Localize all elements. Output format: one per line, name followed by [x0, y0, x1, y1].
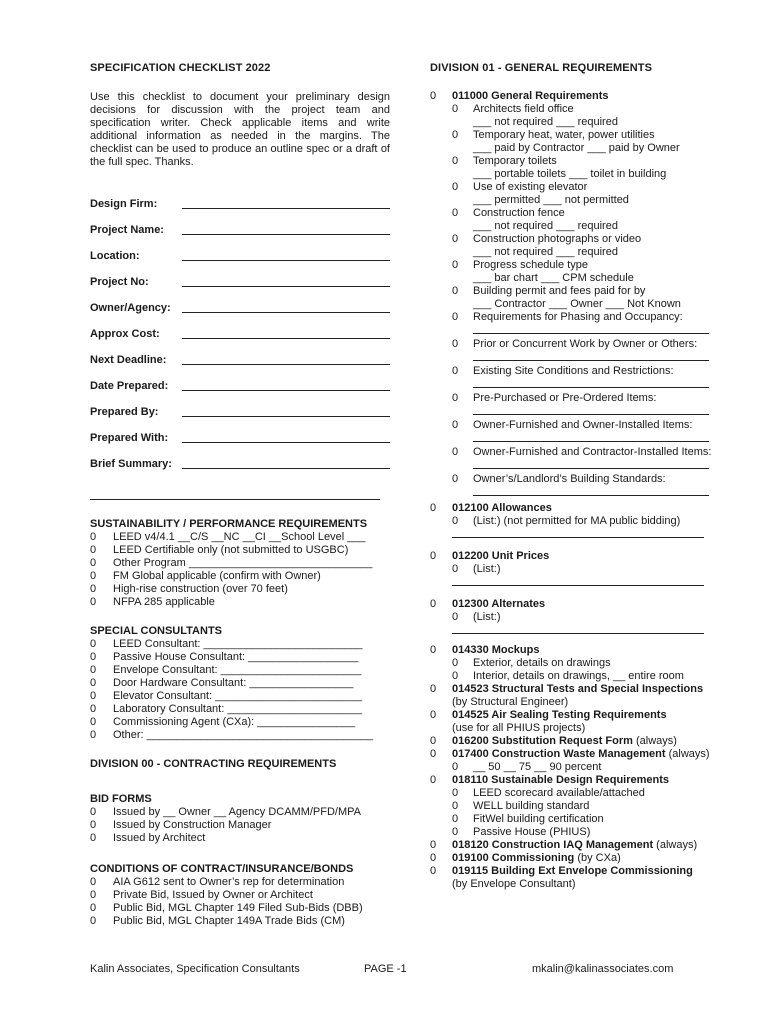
project-info-fields	[90, 185, 390, 500]
list-item[interactable]: 0 Progress schedule type	[452, 259, 588, 271]
section-code: 011000 General Requirements	[452, 90, 609, 102]
consultants-heading: SPECIAL CONSULTANTS	[90, 625, 223, 637]
list-item[interactable]: 0 LEED Certifiable only (not submitted to USGBC)	[90, 544, 349, 556]
conditions-list	[90, 876, 390, 928]
fill-line[interactable]	[182, 432, 390, 443]
list-item[interactable]: 0 Exterior, details on drawings	[452, 657, 611, 669]
fill-line[interactable]	[182, 250, 390, 261]
list-item[interactable]: 0 Temporary toilets	[452, 155, 557, 167]
list-item[interactable]: 0 Interior, details on drawings, __ entire room	[452, 670, 684, 682]
bid-forms-list	[90, 806, 390, 845]
field-prepared-with[interactable]: Prepared With:	[90, 419, 390, 445]
list-item[interactable]: 0 LEED scorecard available/attached	[452, 787, 645, 799]
fill-line[interactable]	[452, 528, 704, 538]
section-012100: 0 012100 Allowances 0 (List:) (not permitted for MA public bidding)	[430, 502, 730, 542]
option-line[interactable]: ___ not required ___ required	[473, 116, 618, 128]
fill-line[interactable]	[452, 624, 704, 634]
list-item[interactable]: 0 __ 50 __ 75 __ 90 percent	[452, 761, 602, 773]
field-approx-cost[interactable]: Approx Cost:	[90, 315, 390, 341]
section-018110: 0 018110 Sustainable Design Requirements 0 LEED scorecard available/attached 0 WELL building standard 0 FitWel building certification 0 Passive House (PHIUS)	[430, 774, 730, 839]
section-012200: 0 012200 Unit Prices 0 (List:)	[430, 550, 730, 590]
division-00-heading: DIVISION 00 - CONTRACTING REQUIREMENTS	[90, 758, 337, 770]
field-owner-agency[interactable]: Owner/Agency:	[90, 289, 390, 315]
option-line[interactable]: ___ Contractor ___ Owner ___ Not Known	[473, 298, 681, 310]
intro-paragraph: Use this checklist to document your preliminary design decisions for discussion with the project team and specification writer. Check applicable items and write additional information as needed in the margins. The checklist can be used to produce an outline spec or a draft of the full spec. Thanks.	[90, 91, 390, 168]
section-014330: 0 014330 Mockups 0 Exterior, details on drawings 0 Interior, details on drawings, __ entire room	[430, 644, 730, 683]
field-design-firm[interactable]: Design Firm:	[90, 185, 390, 211]
field-location[interactable]: Location:	[90, 237, 390, 263]
list-item[interactable]: 0 Door Hardware Consultant: _________________	[90, 677, 354, 689]
bid-forms-heading: BID FORMS	[90, 793, 152, 805]
list-item[interactable]: 0 LEED Consultant: __________________________	[90, 638, 363, 650]
list-item[interactable]: 0 FM Global applicable (confirm with Owner)	[90, 570, 321, 582]
fill-line[interactable]	[182, 458, 390, 469]
list-item[interactable]: 0 Passive House (PHIUS)	[452, 826, 591, 838]
field-brief-summary[interactable]: Brief Summary:	[90, 445, 390, 471]
option-line[interactable]: ___ portable toilets ___ toilet in building	[473, 168, 667, 180]
option-line[interactable]: ___ permitted ___ not permitted	[473, 194, 629, 206]
list-item[interactable]: 0 Elevator Consultant: ________________________	[90, 690, 362, 702]
field-next-deadline[interactable]: Next Deadline:	[90, 341, 390, 367]
list-item[interactable]: 0 Existing Site Conditions and Restrictions:	[452, 365, 674, 377]
option-line[interactable]: ___ paid by Contractor ___ paid by Owner	[473, 142, 680, 154]
fill-line[interactable]	[182, 198, 390, 209]
list-item[interactable]: 0 Prior or Concurrent Work by Owner or Others:	[452, 338, 698, 350]
fill-line[interactable]	[182, 302, 390, 313]
list-item[interactable]: 0 Private Bid, Issued by Owner or Architect	[90, 889, 313, 901]
section-012300: 0 012300 Alternates 0 (List:)	[430, 598, 730, 638]
fill-line[interactable]	[473, 324, 709, 334]
section-019100: 0 019100 Commissioning (by CXa)	[430, 852, 621, 864]
list-item[interactable]: 0 Other: _____________________________________	[90, 729, 373, 741]
list-item[interactable]: 0 WELL building standard	[452, 800, 590, 812]
fill-line[interactable]	[473, 351, 709, 361]
fill-line[interactable]	[473, 432, 709, 442]
list-item[interactable]: 0 High-rise construction (over 70 feet)	[90, 583, 288, 595]
list-item[interactable]: 0 Architects field office	[452, 103, 574, 115]
list-item[interactable]: 0 Pre-Purchased or Pre-Ordered Items:	[452, 392, 657, 404]
section-014523: 0 014523 Structural Tests and Special Inspections (by Structural Engineer)	[430, 683, 704, 708]
list-item[interactable]: 0 Owner’s/Landlord’s Building Standards:	[452, 473, 666, 485]
list-item[interactable]: 0 Issued by __ Owner __ Agency DCAMM/PFD/MPA	[90, 806, 361, 818]
list-item[interactable]: 0 (List:)	[452, 563, 501, 575]
field-prepared-by[interactable]: Prepared By:	[90, 393, 390, 419]
consultants-list	[90, 638, 390, 742]
list-item[interactable]: 0 Passive House Consultant: __________________	[90, 651, 359, 663]
list-item[interactable]: 0 AIA G612 sent to Owner’s rep for determination	[90, 876, 345, 888]
list-item[interactable]: 0 Public Bid, MGL Chapter 149A Trade Bids (CM)	[90, 915, 345, 927]
list-item[interactable]: 0 Building permit and fees paid for by	[452, 285, 646, 297]
sustainability-heading: SUSTAINABILITY / PERFORMANCE REQUIREMENTS	[90, 518, 368, 530]
section-014525: 0 014525 Air Sealing Testing Requirements (use for all PHIUS projects)	[430, 709, 667, 734]
footer-page-number: PAGE -1	[364, 963, 407, 975]
fill-line[interactable]	[182, 354, 390, 365]
division-01-title: DIVISION 01 - GENERAL REQUIREMENTS	[430, 62, 653, 74]
conditions-heading: CONDITIONS OF CONTRACT/INSURANCE/BONDS	[90, 863, 354, 875]
field-date-prepared[interactable]: Date Prepared:	[90, 367, 390, 393]
left-column	[90, 62, 390, 928]
list-item[interactable]: 0 NFPA 285 applicable	[90, 596, 215, 608]
list-item[interactable]: 0 Public Bid, MGL Chapter 149 Filed Sub-Bids (DBB)	[90, 902, 363, 914]
list-item[interactable]: 0 Requirements for Phasing and Occupancy:	[452, 311, 683, 323]
fill-line[interactable]	[182, 406, 390, 417]
list-item[interactable]: 0 Issued by Architect	[90, 832, 206, 844]
option-line[interactable]: ___ bar chart ___ CPM schedule	[473, 272, 634, 284]
list-item[interactable]: 0 Use of existing elevator	[452, 181, 588, 193]
footer-email[interactable]: mkalin@kalinassociates.com	[532, 963, 674, 975]
fill-line[interactable]	[473, 405, 709, 415]
list-item[interactable]: 0 Owner-Furnished and Contractor-Installed Items:	[452, 446, 712, 458]
section-016200: 0 016200 Substitution Request Form (always)	[430, 735, 677, 747]
fill-line[interactable]	[473, 486, 709, 496]
footer-company: Kalin Associates, Specification Consultants	[90, 963, 300, 975]
fill-line[interactable]	[473, 378, 709, 388]
section-019115: 0 019115 Building Ext Envelope Commissioning (by Envelope Consultant)	[430, 865, 693, 890]
list-item[interactable]: 0 Temporary heat, water, power utilities	[452, 129, 655, 141]
list-item[interactable]: 0 Owner-Furnished and Owner-Installed Items:	[452, 419, 693, 431]
sustainability-list	[90, 531, 390, 609]
list-item[interactable]: 0 (List:) (not permitted for MA public bidding)	[452, 515, 681, 527]
option-line[interactable]: ___ not required ___ required	[473, 246, 618, 258]
fill-line[interactable]	[182, 328, 390, 339]
fill-line[interactable]	[182, 380, 390, 391]
section-018120: 0 018120 Construction IAQ Management (always)	[430, 839, 698, 851]
list-item[interactable]: 0 Commissioning Agent (CXa): ________________	[90, 716, 356, 728]
field-project-name[interactable]: Project Name:	[90, 211, 390, 237]
right-column	[430, 62, 730, 891]
option-line[interactable]: ___ not required ___ required	[473, 220, 618, 232]
list-item[interactable]: 0 (List:)	[452, 611, 501, 623]
list-item[interactable]: 0 Other Program ______________________________	[90, 557, 373, 569]
list-item[interactable]: 0 FitWel building certification	[452, 813, 604, 825]
section-011000: 0 011000 General Requirements 0 Architects field office ___ not required ___ required 0 Temporary heat, water, power utilities ___ paid by Contractor ___ paid by Owner 0 Temporary toilets ___ portable toilets ___ toilet in building 0 Use of existing elevator ___ permitted ___ not permitted 0 Construction fence ___ not required ___ required 0 Construction photographs or video ___ not required ___ required 0 Progress schedule type ___ bar chart ___ CPM schedule 0 Building permit and fees paid for by ___ Contractor ___ Owner ___ Not Known 0 Requirements for Phasing and Occupancy: 0 Prior or Concurrent Work by Owner or Others: 0 Existing Site Conditions and Restrictions: 0 Pre-Purchased or Pre-Ordered Items: 0 Owner-Furnished and Owner-Installed Items: 0 Owner-Furnished and Contractor-Installed Items: 0 Owner’s/Landlord’s Building Standards:	[430, 90, 730, 500]
field-project-no[interactable]: Project No:	[90, 263, 390, 289]
checklist-title: SPECIFICATION CHECKLIST 2022	[90, 62, 271, 74]
fill-line[interactable]	[182, 276, 390, 287]
summary-line[interactable]	[90, 489, 380, 500]
list-item[interactable]: 0 Envelope Consultant: _______________________	[90, 664, 362, 676]
list-item[interactable]: 0 Issued by Construction Manager	[90, 819, 272, 831]
fill-line[interactable]	[473, 459, 709, 469]
fill-line[interactable]	[182, 224, 390, 235]
section-017400: 0 017400 Construction Waste Management (always) 0 __ 50 __ 75 __ 90 percent	[430, 748, 730, 774]
list-item[interactable]: 0 LEED v4/4.1 __C/S __NC __CI __School Level ___	[90, 531, 366, 543]
list-item[interactable]: 0 Laboratory Consultant: ______________________	[90, 703, 362, 715]
list-item[interactable]: 0 Construction fence	[452, 207, 565, 219]
list-item[interactable]: 0 Construction photographs or video	[452, 233, 642, 245]
fill-line[interactable]	[452, 576, 704, 586]
